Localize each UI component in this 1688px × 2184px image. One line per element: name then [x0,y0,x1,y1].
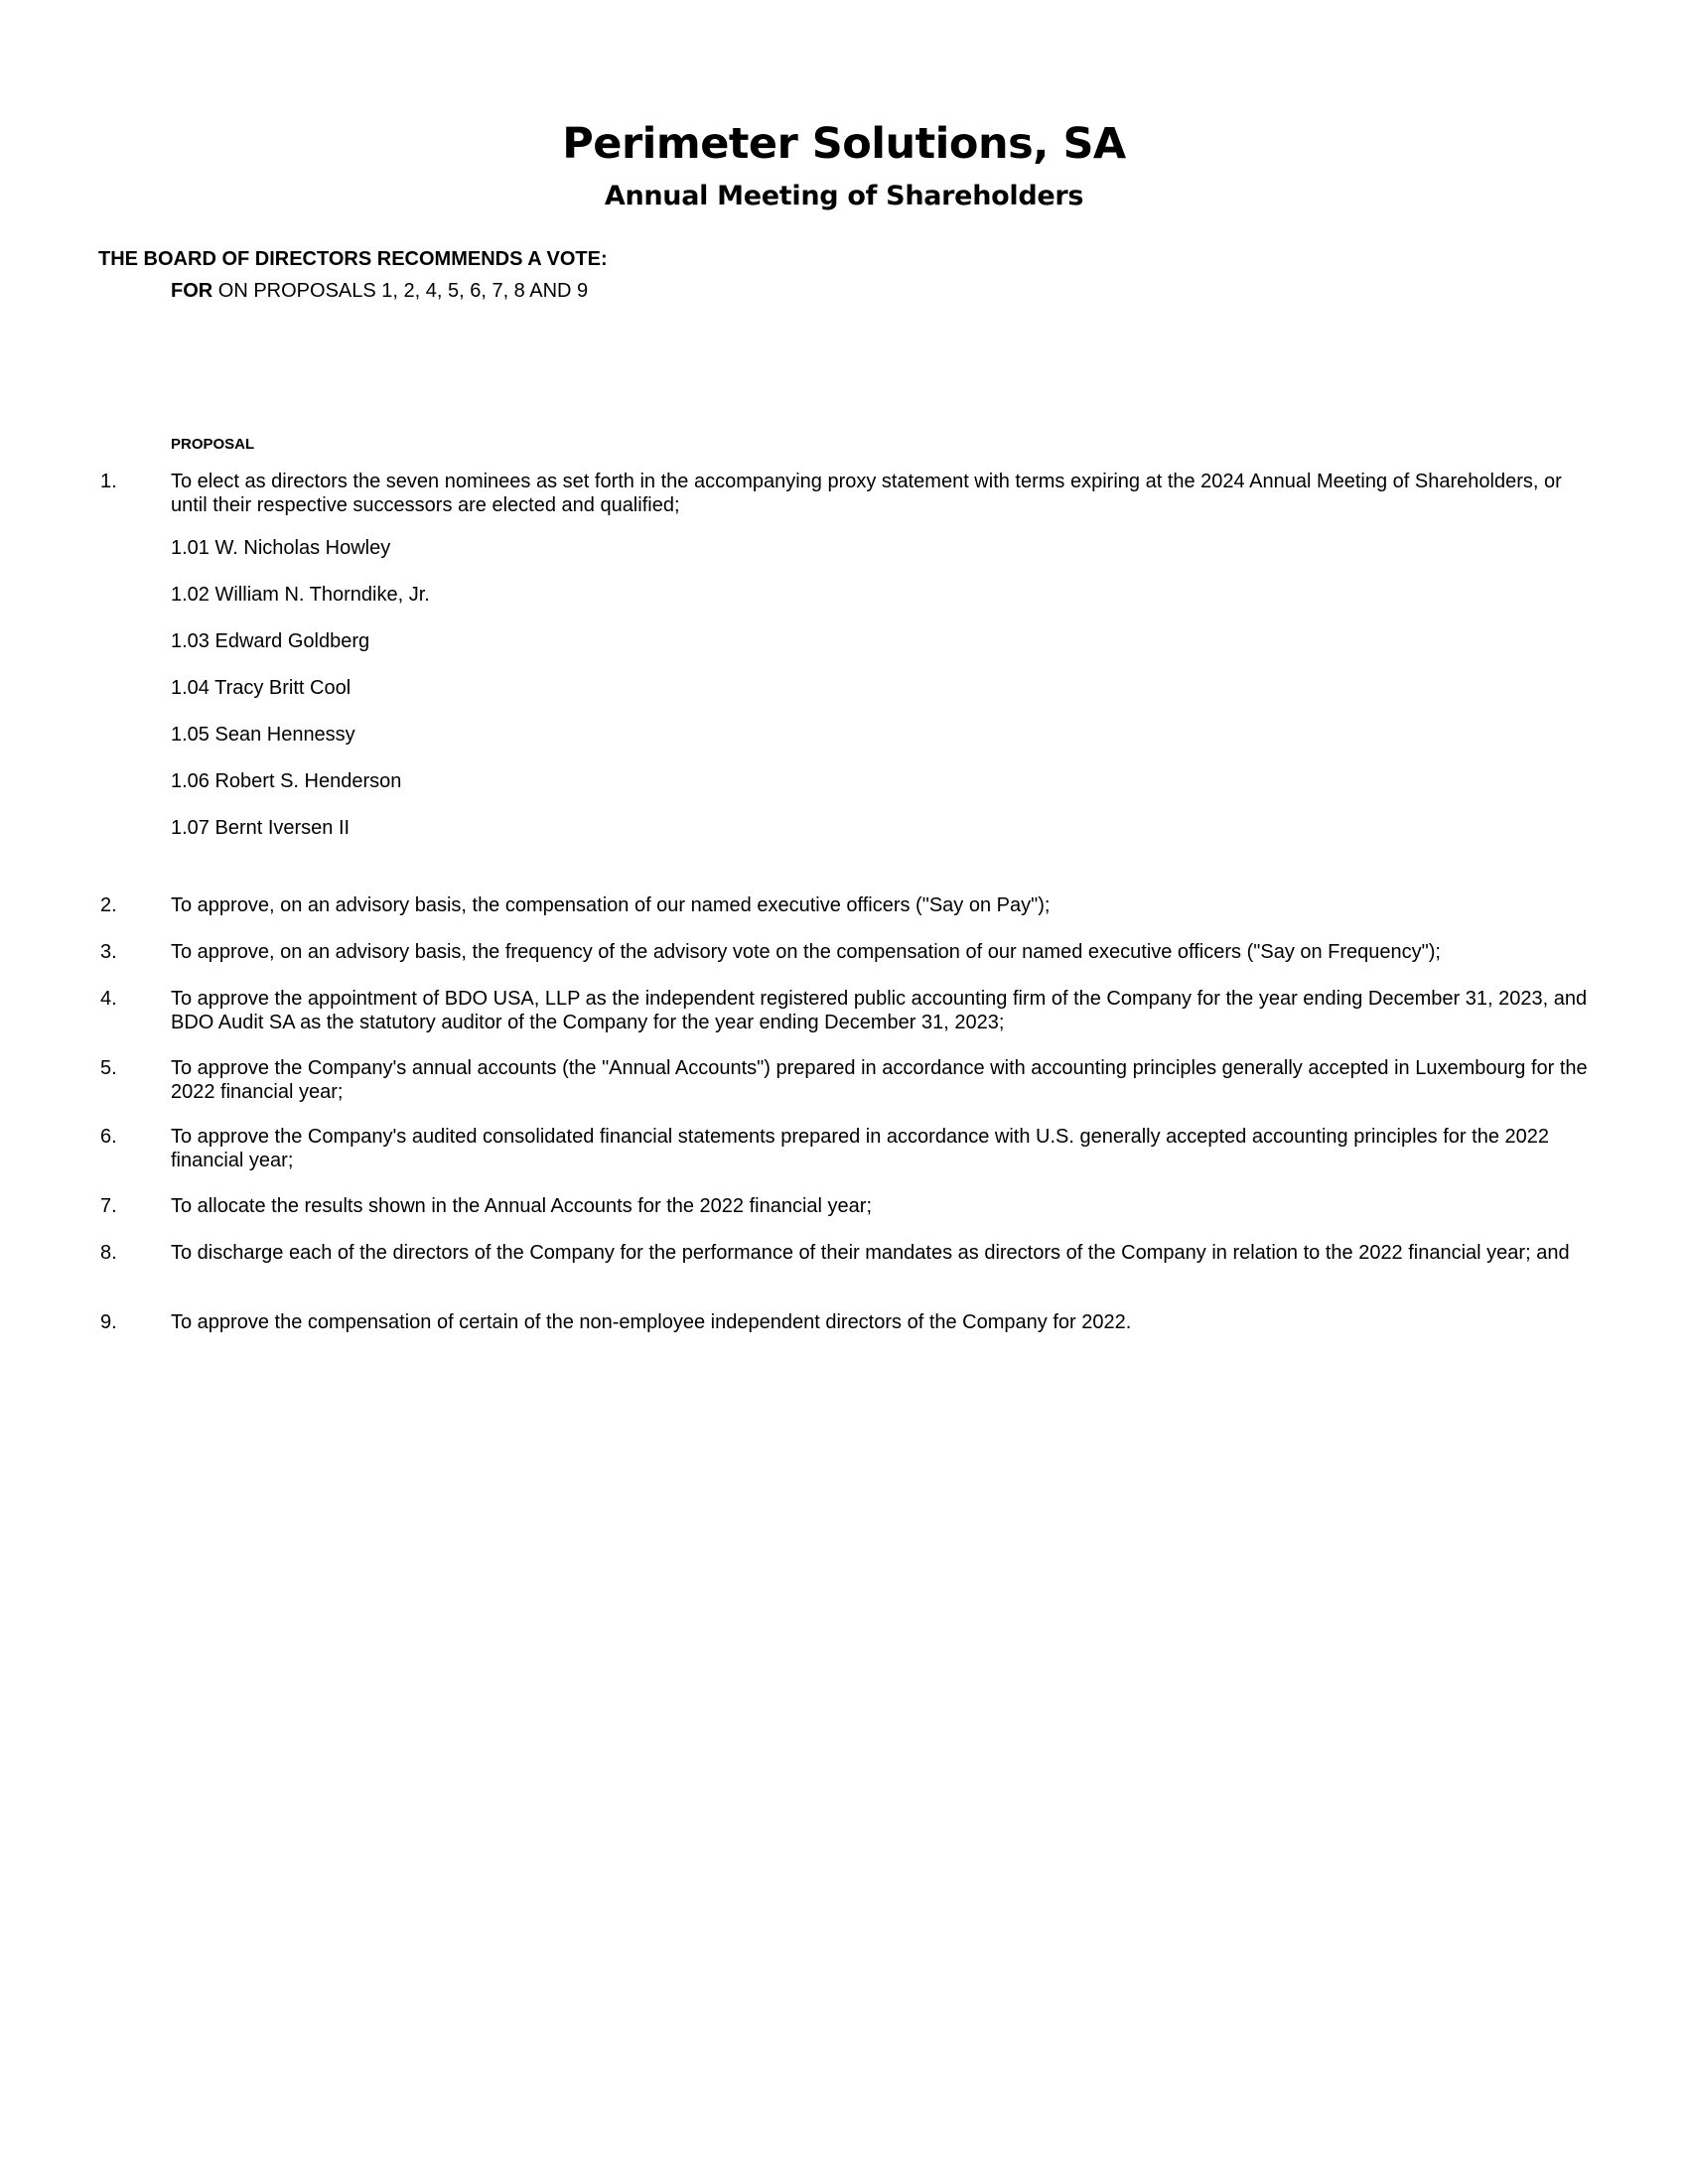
recommendation-line [171,280,588,303]
proposal-number: 6. [100,1126,117,1148]
proposal-text: To approve the appointment of BDO USA, LLP as the independent registered public accounting firm of the Company for the year ending December 31, 2023, and BDO Audit SA as the statutory auditor of the Company for the year ending December 31, 2023; [171,988,1588,1033]
proposal-number: 3. [100,941,117,963]
proposal-number: 1. [100,471,117,492]
proposal-number: 2. [100,894,117,916]
proposal-text: To approve, on an advisory basis, the frequency of the advisory vote on the compensation of our named executive officers ("Say on Frequency"); [171,941,1441,963]
nominee-item: 1.07 Bernt Iversen II [171,817,351,839]
nominee-item: 1.06 Robert S. Henderson [171,770,402,792]
proposal-number: 7. [100,1195,117,1217]
nominee-item: 1.04 Tracy Britt Cool [171,677,352,699]
proposal-text: To approve the Company's annual accounts (the "Annual Accounts") prepared in accordance with accounting principles generally accepted in Luxembourg for the 2022 financial year; [171,1057,1588,1103]
proposal-text: To elect as directors the seven nominees as set forth in the accompanying proxy statement with terms expiring at the 2024 Annual Meeting of Shareholders, or until their respective successors are elected and qualified; [171,471,1562,516]
proposal-text: To approve the Company's audited consolidated financial statements prepared in accordance with U.S. generally accepted accounting principles for the 2022 financial year; [171,1126,1549,1171]
recommendation-for-label: FOR [171,280,213,302]
page-title: Perimeter Solutions, SA [562,119,1126,169]
proposal-text: To approve the compensation of certain of the non-employee independent directors of the Company for 2022. [171,1311,1132,1333]
proposal-text: To discharge each of the directors of the Company for the performance of their mandates as directors of the Company in relation to the 2022 financial year; and [171,1242,1570,1264]
proposal-number: 4. [100,988,117,1010]
proposal-number: 8. [100,1242,117,1264]
recommendation-proposals-text: ON PROPOSALS 1, 2, 4, 5, 6, 7, 8 AND 9 [212,280,589,302]
nominee-item: 1.05 Sean Hennessy [171,724,355,746]
nominee-item: 1.02 William N. Thorndike, Jr. [171,584,430,606]
recommendation-heading: THE BOARD OF DIRECTORS RECOMMENDS A VOTE: [98,248,608,270]
proposal-text: To allocate the results shown in the Annual Accounts for the 2022 financial year; [171,1195,872,1217]
proposal-number: 5. [100,1057,117,1079]
proposal-number: 9. [100,1311,117,1333]
nominee-item: 1.01 W. Nicholas Howley [171,537,391,559]
page-subtitle: Annual Meeting of Shareholders [604,181,1084,211]
proposal-column-label: PROPOSAL [171,436,255,453]
nominee-item: 1.03 Edward Goldberg [171,630,370,652]
proposal-text: To approve, on an advisory basis, the compensation of our named executive officers ("Say on Pay"); [171,894,1051,916]
